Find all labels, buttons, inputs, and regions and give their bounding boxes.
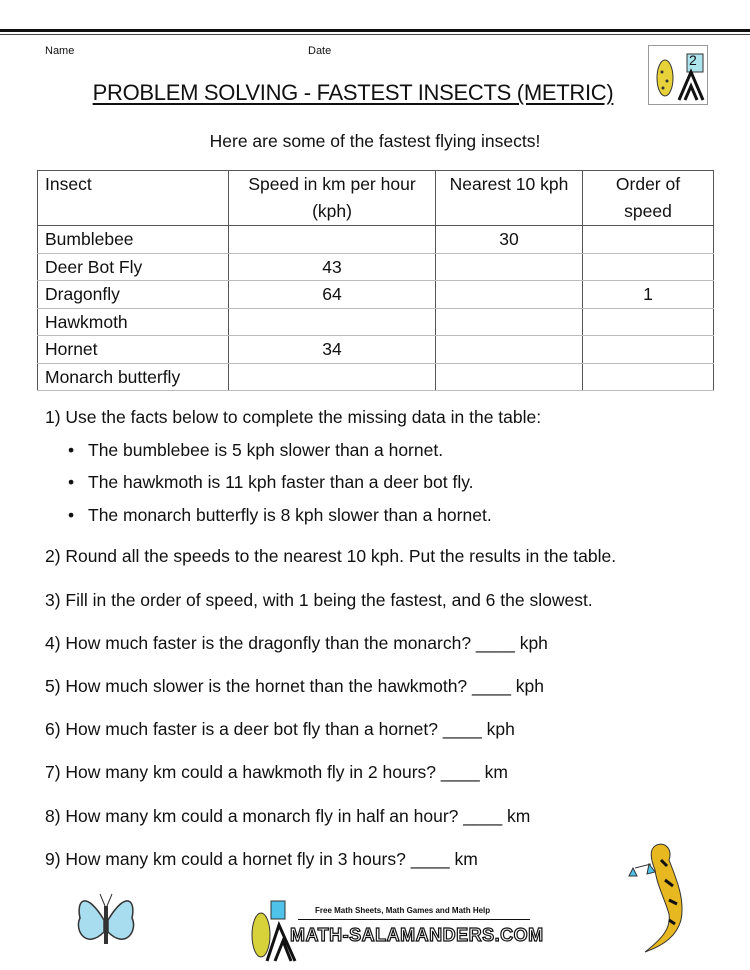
header-speed: Speed in km per hour (kph) [229,171,436,226]
cell: Deer Bot Fly [38,253,229,281]
table-row [38,363,714,391]
cell [583,336,714,364]
question-9: 9) How many km could a hornet fly in 3 hours? ____ km [45,849,478,869]
cell: 43 [229,253,436,281]
question-7: 7) How many km could a hawkmoth fly in 2 hours? ____ km [45,762,508,782]
fact-bullet: • The hawkmoth is 11 kph faster than a deer bot fly. [70,472,474,493]
fact-bullet: • The monarch butterfly is 8 kph slower than a hornet. [70,505,492,526]
question-5: 5) How much slower is the hornet than the hawkmoth? ____ kph [45,676,545,696]
question-6: 6) How much faster is a deer bot fly than a hornet? ____ kph [45,719,515,739]
cell [229,363,436,391]
table-row [38,308,714,336]
cell: 64 [229,281,436,309]
cell [436,308,583,336]
header-order: Order of speed [583,171,714,226]
date-label: Date [308,45,332,57]
header-insect: Insect [38,171,229,226]
cell [436,253,583,281]
cell: Hornet [38,336,229,364]
cell: 1 [583,281,714,309]
cell: Monarch butterfly [38,363,229,391]
cell [436,363,583,391]
cell: Bumblebee [38,226,229,254]
cell [436,281,583,309]
top-rule [0,29,750,32]
grade-number: 2 [689,52,697,68]
name-label: Name [45,45,75,57]
table-row [38,226,714,254]
butterfly-icon [76,890,136,958]
top-rule-thin [0,34,750,35]
question-2: 2) Round all the speeds to the nearest 10 kph. Put the results in the table. [45,546,617,566]
table-row [38,281,714,309]
cell [583,226,714,254]
cell [229,308,436,336]
table-row [38,253,714,281]
cell [229,226,436,254]
cell [436,336,583,364]
question-3: 3) Fill in the order of speed, with 1 being the fastest, and 6 the slowest. [45,590,593,610]
footer-site-logo: MATH-SALAMANDERS.COM [290,925,544,945]
footer-rule [298,919,530,920]
question-8: 8) How many km could a monarch fly in half an hour? ____ km [45,806,531,826]
question-4: 4) How much faster is the dragonfly than the monarch? ____ kph [45,633,548,653]
fact-bullet: • The bumblebee is 5 kph slower than a hornet. [70,440,443,461]
footer-tagline: Free Math Sheets, Math Games and Math Help [315,906,491,915]
header-nearest-10: Nearest 10 kph [436,171,583,226]
page-title: PROBLEM SOLVING - FASTEST INSECTS (METRIC) [92,80,614,105]
cell: 34 [229,336,436,364]
cell [583,253,714,281]
intro-text: Here are some of the fastest flying insects! [209,131,541,151]
cell: Hawkmoth [38,308,229,336]
cell: 30 [436,226,583,254]
cell [583,308,714,336]
table-row [38,336,714,364]
table-header-row [38,171,714,226]
insect-table [37,170,714,391]
question-1: 1) Use the facts below to complete the missing data in the table: [45,407,542,427]
cell: Dragonfly [38,281,229,309]
cell [583,363,714,391]
salamander-scales-icon [625,840,700,960]
